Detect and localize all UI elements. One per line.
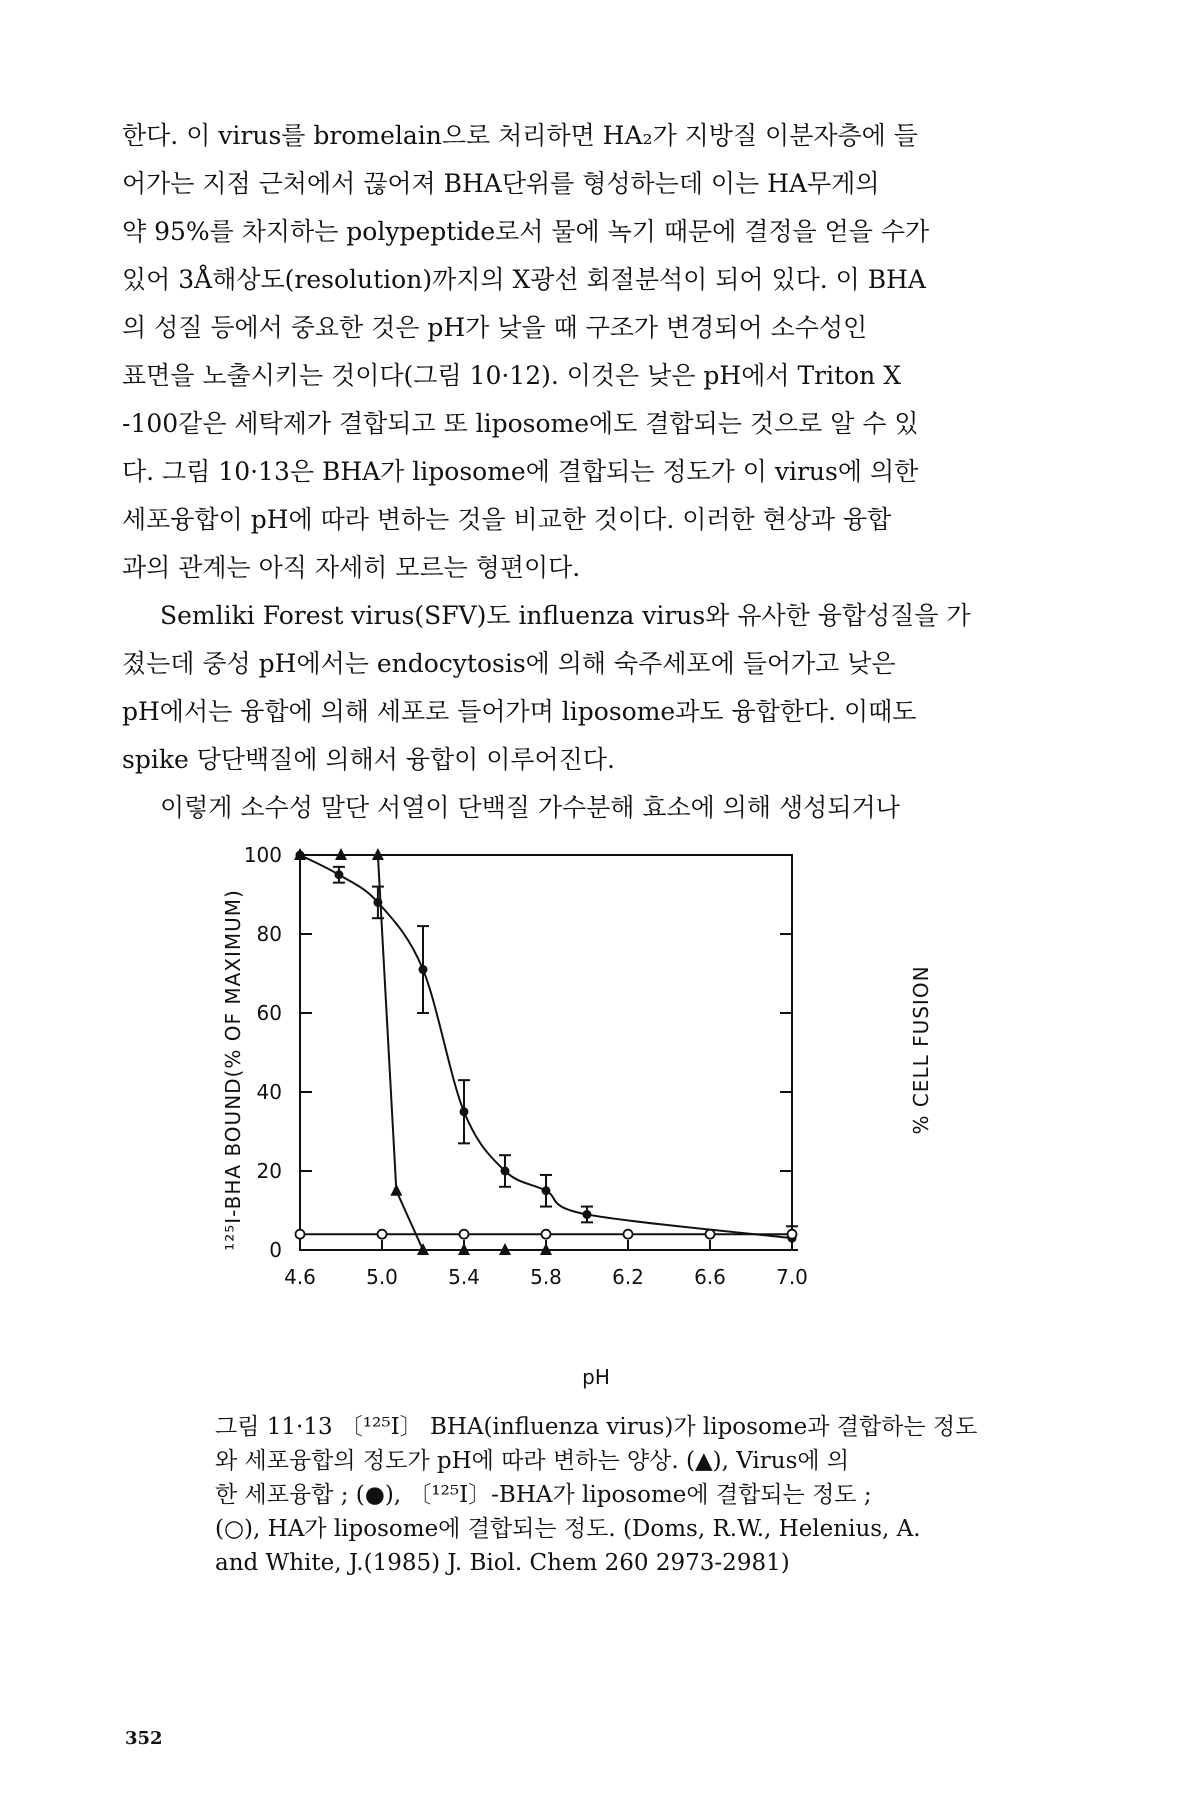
y-tick-label: 20	[256, 1159, 282, 1183]
text-line: Semliki Forest virus(SFV)도 influenza virus와 유사한 융합성질을 가	[160, 601, 971, 630]
text-line: spike 당단백질에 의해서 융합이 이루어진다.	[122, 745, 615, 774]
caption-line: 한 세포융합 ; (●), 〔¹²⁵I〕-BHA가 liposome에 결합되는 정도 ;	[215, 1482, 872, 1508]
figure	[200, 810, 960, 1390]
text-line: 한다. 이 virus를 bromelain으로 처리하면 HA₂가 지방질 이분자층에 들	[122, 121, 918, 150]
y-tick-label: 0	[269, 1238, 282, 1262]
x-tick-label: 5.4	[448, 1265, 480, 1289]
figure-caption	[215, 1410, 1015, 1580]
triangle-marker	[390, 1184, 402, 1196]
open-circle-marker	[542, 1230, 551, 1239]
open-circle-marker	[460, 1230, 469, 1239]
filled-circle-marker	[334, 870, 343, 879]
caption-line: 와 세포융합의 정도가 pH에 따라 변하는 양상. (▲), Virus에 의	[215, 1448, 850, 1474]
y2-axis-label: % CELL FUSION	[909, 965, 933, 1135]
text-line: 세포융합이 pH에 따라 변하는 것을 비교한 것이다. 이러한 현상과 융합	[122, 505, 892, 534]
text-line: 어가는 지점 근처에서 끊어져 BHA단위를 형성하는데 이는 HA무게의	[122, 169, 880, 198]
text-line: 이렇게 소수성 말단 서열이 단백질 가수분해 효소에 의해 생성되거나	[160, 793, 900, 822]
filled-circle-marker	[373, 898, 382, 907]
filled-circle-marker	[460, 1107, 469, 1116]
x-axis-label: pH	[582, 1365, 610, 1389]
filled-circle-marker	[296, 851, 305, 860]
text-line: pH에서는 융합에 의해 세포로 들어가며 liposome과도 융합한다. 이때도	[122, 697, 917, 726]
text-line: -100같은 세탁제가 결합되고 또 liposome에도 결합되는 것으로 알 수 있	[122, 409, 919, 438]
series-line	[300, 855, 546, 1250]
text-line: 의 성질 등에서 중요한 것은 pH가 낮을 때 구조가 변경되어 소수성인	[122, 313, 868, 342]
x-tick-label: 6.6	[694, 1265, 726, 1289]
text-line: 있어 3Å해상도(resolution)까지의 X광선 회절분석이 되어 있다. 이 BHA	[122, 265, 926, 294]
x-tick-label: 6.2	[612, 1265, 644, 1289]
x-tick-label: 5.0	[366, 1265, 398, 1289]
paragraph-2	[122, 592, 1042, 784]
filled-circle-marker	[542, 1186, 551, 1195]
x-tick-label: 7.0	[776, 1265, 808, 1289]
x-tick-label: 4.6	[284, 1265, 316, 1289]
text-line: 표면을 노출시키는 것이다(그림 10·12). 이것은 낮은 pH에서 Triton X	[122, 361, 902, 390]
page-number: 352	[125, 1728, 163, 1749]
filled-circle-marker	[583, 1210, 592, 1219]
open-circle-marker	[706, 1230, 715, 1239]
body-text	[122, 112, 1042, 832]
filled-circle-marker	[501, 1167, 510, 1176]
y-axis-label: ¹²⁵I-BHA BOUND(% OF MAXIMUM)	[221, 889, 245, 1251]
y-tick-label: 80	[256, 922, 282, 946]
open-circle-marker	[788, 1230, 797, 1239]
caption-line: (○), HA가 liposome에 결합되는 정도. (Doms, R.W., Helenius, A.	[215, 1516, 921, 1542]
y-tick-label: 40	[256, 1080, 282, 1104]
caption-line: 그림 11·13 〔¹²⁵I〕 BHA(influenza virus)가 liposome과 결합하는 정도	[215, 1414, 978, 1440]
y-tick-label: 60	[256, 1001, 282, 1025]
x-tick-label: 5.8	[530, 1265, 562, 1289]
open-circle-marker	[378, 1230, 387, 1239]
open-circle-marker	[296, 1230, 305, 1239]
open-circle-marker	[624, 1230, 633, 1239]
text-line: 졌는데 중성 pH에서는 endocytosis에 의해 숙주세포에 들어가고 낮은	[122, 649, 896, 678]
filled-circle-marker	[419, 965, 428, 974]
chart	[200, 810, 960, 1390]
y-tick-label: 100	[243, 843, 282, 867]
text-line: 다. 그림 10·13은 BHA가 liposome에 결합되는 정도가 이 virus에 의한	[122, 457, 919, 486]
caption-line: and White, J.(1985) J. Biol. Chem 260 2973-2981)	[215, 1550, 790, 1576]
paragraph-1	[122, 112, 1042, 592]
text-line: 과의 관계는 아직 자세히 모르는 형편이다.	[122, 553, 581, 582]
text-line: 약 95%를 차지하는 polypeptide로서 물에 녹기 때문에 결정을 얻을 수가	[122, 217, 930, 246]
